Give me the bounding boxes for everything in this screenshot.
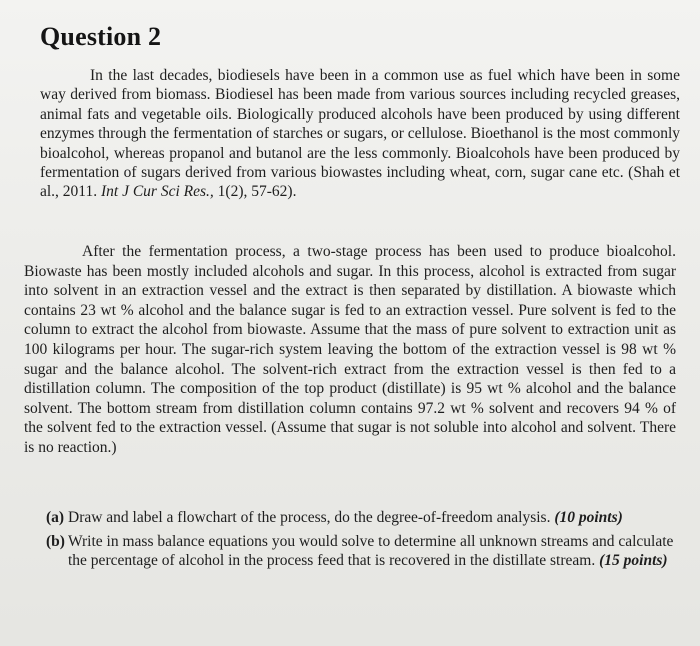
intro-paragraph-text: In the last decades, biodiesels have been in a common use as fuel which have been in some way derived from biomass. Biodiesel has been made from various sources including recycled greases, animal fats and vegetable oils. Biologically produced alcohols have been produced by using different enzymes through the fermentation of starches or sugars, or cellulose. Bioethanol is the most commonly bioalcohol, whereas propanol and butanol are the less commonly. Bioalcohols have been produced by fermentation of sugars derived from various biowastes including wheat, corn, sugar cane etc. (Shah et al., 2011. [40,67,680,201]
question-item-a [46,508,676,528]
citation-journal: Int J Cur Sci Res., [101,183,214,201]
question-item-b [46,532,676,571]
question-text-a [68,508,676,528]
question-body-b: Write in mass balance equations you would solve to determine all unknown streams and calculate the percentage of alcohol in the process feed that is recovered in the distillate stream. [68,532,674,570]
question-label-b: (b) [46,532,65,550]
process-paragraph: After the fermentation process, a two-stage process has been used to produce bioalcohol. Biowaste has been mostly included alcohols and sugar. In this process, alcohol is extracted from sugar into solvent in an extraction vessel and the extract is then separated by distillation. A biowaste which contains 23 wt % alcohol and the balance sugar is fed to an extraction vessel. Pure solvent is fed to the column to extract the alcohol from biowaste. Assume that the mass of pure solvent to extraction unit as 100 kilograms per hour. The sugar-rich system leaving the bottom of the extraction vessel is 98 wt % sugar and the balance alcohol. The solvent-rich extract from the extraction vessel is then fed to a distillation column. The composition of the top product (distillate) is 95 wt % alcohol and the balance solvent. The bottom stream from distillation column contains 97.2 wt % solvent and recovers 94 % of the solvent fed to the extraction vessel. (Assume that sugar is not soluble into alcohol and solvent. There is no reaction.) [24,243,676,456]
intro-paragraph [40,66,680,202]
question-label-a: (a) [46,509,65,526]
question-list [46,508,676,575]
question-title: Question 2 [40,22,162,51]
citation-tail: 1(2), 57-62). [213,183,297,201]
question-points-b: (15 points) [599,552,668,570]
question-points-a: (10 points) [554,509,623,526]
question-body-a: Draw and label a flowchart of the process, do the degree-of-freedom analysis. [68,509,555,526]
question-text-b [68,532,676,571]
